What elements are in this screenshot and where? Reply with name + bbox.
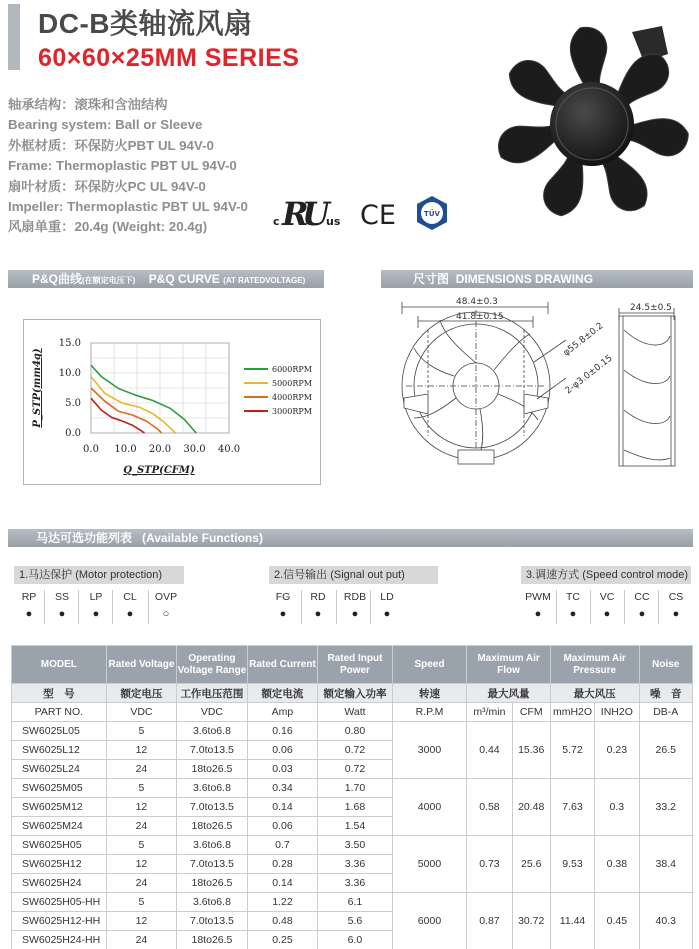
series-line-6000rpm [91,365,196,433]
table-row [12,722,693,741]
func-divider [44,590,45,624]
func-divider [148,590,149,624]
pq-curve-section-bar: P&Q曲线(在额定电压下) P&Q CURVE (AT RATEDVOLTAGE) [8,270,324,288]
func-vc: VC [599,591,615,603]
func-divider [78,590,79,624]
rated-voltage-cell: 12 [106,741,177,760]
x-tick-label: 30.0 [183,444,206,455]
rated-current-cell: 0.25 [247,931,318,949]
input-power-cell: 1.70 [318,779,393,798]
input-power-cell: 5.6 [318,912,393,931]
operating-range-cell: 3.6to6.8 [177,836,248,855]
svg-text:c: c [273,215,280,228]
operating-range-cell: 7.0to13.5 [177,912,248,931]
input-power-cell: 0.72 [318,760,393,779]
operating-range-cell: 3.6to6.8 [177,779,248,798]
unit-cell: Amp [247,703,318,722]
table-row [12,836,693,855]
rated-current-cell: 0.06 [247,741,318,760]
rated-voltage-cell: 5 [106,836,177,855]
rated-voltage-cell: 24 [106,817,177,836]
spec-impeller-en: Impeller: Thermoplastic PBT UL 94V-0 [8,198,248,214]
unit-cell: R.P.M [392,703,467,722]
func-rd: RD [310,591,326,603]
speed-cell: 5000 [392,836,467,893]
pressure-inh2o-cell: 0.45 [595,893,639,949]
spec-frame-cn: 外框材质：环保防火PBT UL 94V-0 [8,137,214,153]
noise-cell: 26.5 [639,722,693,779]
dimensions-section-bar: 尺寸图 DIMENSIONS DRAWING [381,270,693,288]
table-unit-row [12,703,693,722]
air-flow-m3-cell: 0.73 [467,836,512,893]
model-cell: SW6025M05 [12,779,107,798]
rated-voltage-cell: 12 [106,855,177,874]
func-pwm-mark: ● [534,608,542,620]
func-ss: SS [54,591,69,603]
func-divider [336,590,337,624]
speed-cell: 3000 [392,722,467,779]
air-flow-m3-cell: 0.44 [467,722,512,779]
air-flow-m3-cell: 0.58 [467,779,512,836]
y-tick-label: 5.0 [65,398,81,409]
legend-label: 5000RPM [272,379,312,388]
func-tc: TC [566,591,580,603]
model-cell: SW6025M24 [12,817,107,836]
func-cc-mark: ● [638,608,646,620]
x-tick-label: 40.0 [217,444,241,455]
x-tick-label: 0.0 [83,444,99,455]
cn-header-cell: 转速 [392,684,467,703]
col-speed: Speed [392,646,467,684]
input-power-cell: 3.36 [318,874,393,893]
rated-current-cell: 0.16 [247,722,318,741]
unit-cell: mmH2O [550,703,594,722]
pressure-mmh2o-cell: 5.72 [550,722,594,779]
cn-header-cell: 额定电压 [106,684,177,703]
rated-current-cell: 0.28 [247,855,318,874]
air-flow-m3-cell: 0.87 [467,893,512,949]
rated-voltage-cell: 24 [106,931,177,949]
operating-range-cell: 18to26.5 [177,874,248,893]
col-rated-voltage: Rated Voltage [106,646,177,684]
unit-cell: m³/min [467,703,512,722]
table-row [12,779,693,798]
speed-cell: 6000 [392,893,467,949]
func-rp-mark: ● [25,608,33,620]
operating-range-cell: 7.0to13.5 [177,798,248,817]
speed-cell: 4000 [392,779,467,836]
pressure-inh2o-cell: 0.23 [595,722,639,779]
x-tick-label: 20.0 [148,444,172,455]
model-cell: SW6025M12 [12,798,107,817]
cn-header-cell: 额定电流 [247,684,318,703]
spec-weight: 风扇单重：20.4g (Weight: 20.4g) [8,219,208,235]
func-divider [658,590,659,624]
func-divider [112,590,113,624]
y-axis-label: P_STP(mm4q) [32,348,43,428]
func-ss-mark: ● [58,608,66,620]
func-ovp: OVP [154,591,178,603]
func-cs-mark: ● [672,608,680,620]
rated-current-cell: 0.14 [247,874,318,893]
rated-voltage-cell: 5 [106,722,177,741]
noise-cell: 33.2 [639,779,693,836]
func-cs: CS [668,591,684,603]
col-model: MODEL [12,646,107,684]
input-power-cell: 3.36 [318,855,393,874]
model-cell: SW6025H24 [12,874,107,893]
func-fg: FG [275,591,291,603]
func-pwm: PWM [525,591,551,603]
unit-cell: VDC [177,703,248,722]
func-divider [590,590,591,624]
cn-header-cell: 额定输入功率 [318,684,393,703]
rated-voltage-cell: 24 [106,760,177,779]
model-cell: SW6025H24-HH [12,931,107,949]
func-divider [624,590,625,624]
dim-diameter: φ55.8±0.2 [561,321,606,359]
unit-cell: PART NO. [12,703,107,722]
unit-cell: Watt [318,703,393,722]
x-axis-label: Q_STP(CFM) [123,465,195,476]
cn-header-cell: 工作电压范围 [177,684,248,703]
input-power-cell: 6.1 [318,893,393,912]
noise-cell: 38.4 [639,836,693,893]
col-rated-current: Rated Current [247,646,318,684]
cn-header-cell: 最大风量 [467,684,551,703]
dim-width-outer: 48.4±0.3 [456,297,498,307]
func-vc-mark: ● [603,608,611,620]
rated-voltage-cell: 5 [106,779,177,798]
pressure-inh2o-cell: 0.38 [595,836,639,893]
func-rdb-mark: ● [351,608,359,620]
spec-bearing-en: Bearing system: Ball or Sleeve [8,117,203,133]
model-cell: SW6025L12 [12,741,107,760]
operating-range-cell: 18to26.5 [177,931,248,949]
dim-mount-holes: 2-φ3.0±0.15 [563,353,615,397]
pressure-inh2o-cell: 0.3 [595,779,639,836]
operating-range-cell: 7.0to13.5 [177,741,248,760]
fan-product-image [488,20,692,220]
unit-cell: VDC [106,703,177,722]
spec-bearing-cn: 轴承结构：滚珠和含油结构 [8,97,168,112]
func-rdb: RDB [343,591,367,603]
air-flow-cfm-cell: 30.72 [512,893,550,949]
col-air-pressure: Maximum Air Pressure [550,646,639,684]
operating-range-cell: 7.0to13.5 [177,855,248,874]
model-cell: SW6025L05 [12,722,107,741]
func-lp: LP [89,591,103,603]
x-tick-label: 10.0 [114,444,137,455]
model-cell: SW6025H12-HH [12,912,107,931]
air-flow-cfm-cell: 25.6 [512,836,550,893]
tuv-logo [417,196,447,230]
func-fg-mark: ● [279,608,287,620]
input-power-cell: 0.80 [318,722,393,741]
svg-text:us: us [326,215,341,228]
dim-thickness: 24.5±0.5 [630,303,672,313]
signal-output-title: 2.信号输出 (Signal out put) [269,566,438,584]
svg-text:U: U [302,195,330,232]
col-air-flow: Maximum Air Flow [467,646,551,684]
func-cc: CC [634,591,650,603]
rated-current-cell: 0.03 [247,760,318,779]
model-cell: SW6025H05-HH [12,893,107,912]
func-tc-mark: ● [569,608,577,620]
unit-cell: INH2O [595,703,639,722]
ul-logo [273,195,341,232]
page-title: DC-B类轴流风扇 [38,8,253,39]
rated-voltage-cell: 24 [106,874,177,893]
pressure-mmh2o-cell: 7.63 [550,779,594,836]
col-input-power: Rated Input Power [318,646,393,684]
rated-current-cell: 0.14 [247,798,318,817]
cn-header-cell: 型 号 [12,684,107,703]
input-power-cell: 0.72 [318,741,393,760]
spec-frame-en: Frame: Thermoplastic PBT UL 94V-0 [8,158,237,174]
col-operating-range: Operating Voltage Range [177,646,248,684]
rated-voltage-cell: 12 [106,912,177,931]
cn-header-cell: 最大风压 [550,684,639,703]
rated-voltage-cell: 5 [106,893,177,912]
svg-text:R: R [282,195,309,232]
functions-section-bar: 马达可选功能列表 (Available Functions) [8,529,693,547]
model-cell: SW6025H05 [12,836,107,855]
title-accent-bar [8,4,20,70]
rated-current-cell: 1.22 [247,893,318,912]
pq-chart-frame [23,319,321,485]
spec-list [8,95,308,238]
rated-current-cell: 0.06 [247,817,318,836]
unit-cell: DB-A [639,703,693,722]
y-tick-label: 0.0 [65,428,81,439]
rated-current-cell: 0.7 [247,836,318,855]
certification-logos [270,192,470,232]
func-ld-mark: ● [383,608,391,620]
func-divider [556,590,557,624]
spec-impeller-cn: 扇叶材质：环保防火PC UL 94V-0 [8,178,206,194]
operating-range-cell: 18to26.5 [177,817,248,836]
rated-current-cell: 0.34 [247,779,318,798]
series-line-3000rpm [91,398,144,433]
table-header-row [12,646,693,684]
legend-label: 6000RPM [272,365,312,374]
func-cl-mark: ● [126,608,134,620]
air-flow-cfm-cell: 15.36 [512,722,550,779]
table-cn-header-row [12,684,693,703]
operating-range-cell: 3.6to6.8 [177,722,248,741]
svg-text:TÜV: TÜV [424,210,440,218]
func-ovp-mark: ○ [162,608,170,620]
air-flow-cfm-cell: 20.48 [512,779,550,836]
input-power-cell: 6.0 [318,931,393,949]
operating-range-cell: 18to26.5 [177,760,248,779]
series-title: 60×60×25MM SERIES [38,44,300,72]
dimensions-drawing [398,290,692,476]
pressure-mmh2o-cell: 11.44 [550,893,594,949]
y-tick-label: 10.0 [58,368,81,379]
unit-cell: CFM [512,703,550,722]
func-cl: CL [123,591,137,603]
func-rp: RP [21,591,37,603]
spec-table [11,645,693,949]
legend-label: 3000RPM [272,407,312,416]
motor-protection-title: 1.马达保护 (Motor protection) [14,566,184,584]
input-power-cell: 3.50 [318,836,393,855]
func-divider [370,590,371,624]
y-tick-label: 15.0 [58,338,81,349]
func-rd-mark: ● [314,608,322,620]
noise-cell: 40.3 [639,893,693,949]
model-cell: SW6025L24 [12,760,107,779]
func-ld: LD [380,591,394,603]
ce-logo: CE [360,200,396,231]
func-divider [301,590,302,624]
func-lp-mark: ● [92,608,100,620]
col-noise: Noise [639,646,693,684]
operating-range-cell: 3.6to6.8 [177,893,248,912]
dim-hole-spacing: 41.8±0.15 [456,312,504,322]
rated-voltage-cell: 12 [106,798,177,817]
table-row [12,893,693,912]
cn-header-cell: 噪 音 [639,684,693,703]
input-power-cell: 1.68 [318,798,393,817]
model-cell: SW6025H12 [12,855,107,874]
pressure-mmh2o-cell: 9.53 [550,836,594,893]
input-power-cell: 1.54 [318,817,393,836]
spec-table-body [12,722,693,949]
pq-curve-chart [24,320,320,484]
legend-label: 4000RPM [272,393,312,402]
speed-control-title: 3.调速方式 (Speed control mode) [521,566,691,584]
rated-current-cell: 0.48 [247,912,318,931]
